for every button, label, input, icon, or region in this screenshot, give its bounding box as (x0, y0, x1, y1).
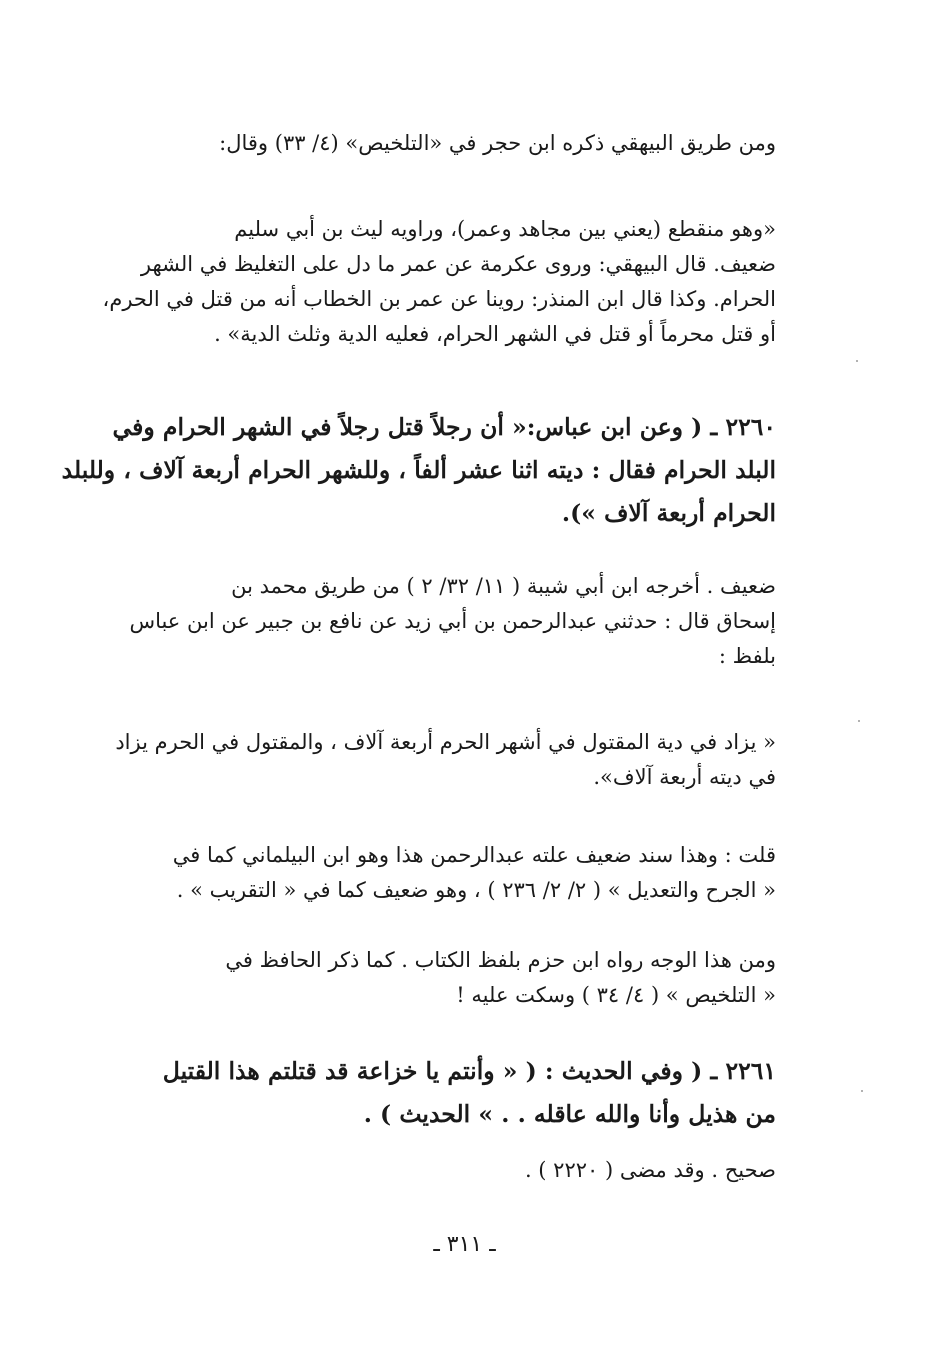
text-line: «وهو منقطع (يعني بين مجاهد وعمر)، وراويه ليث بن أبي سليم (234, 217, 776, 241)
hadith-2260-paragraph (61, 406, 776, 535)
text-line: ومن طريق البيهقي ذكره ابن حجر في «التلخيص» (٤/ ٣٣) وقال: (219, 131, 776, 155)
text-line: ضعيف . أخرجه ابن أبي شيبة ( ١١/ ٣٢/ ٢ ) من طريق محمد بن (231, 574, 776, 598)
text-line: الحرام أربعة آلاف »). (561, 499, 776, 527)
text-line: أو قتل محرماً أو قتل في الشهر الحرام، فعليه الدية وثلث الدية» . (214, 322, 776, 346)
text-line: « يزاد في دية المقتول في أشهر الحرم أربعة آلاف ، والمقتول في الحرم يزاد (115, 730, 776, 754)
text-line: الحرام. وكذا قال ابن المنذر: روينا عن عمر بن الخطاب أنه من قتل في الحرم، (102, 287, 776, 311)
scan-speck (861, 1090, 863, 1092)
author-note-paragraph (140, 838, 776, 908)
ibn-abi-shaybah-quote-paragraph (115, 725, 776, 795)
text-line: بلفظ : (718, 644, 776, 668)
text-line: في ديته أربعة آلاف». (593, 765, 776, 789)
text-line: من هذيل وأنا والله عاقله . . » الحديث ) . (363, 1100, 776, 1128)
scan-speck (856, 360, 858, 362)
text-line: صحيح . وقد مضى ( ٢٢٢٠ ) . (524, 1158, 776, 1182)
text-line: ٢٢٦١ ـ ( وفي الحديث : ( « وأنتم يا خزاعة قد قتلتم هذا القتيل (162, 1057, 776, 1085)
text-line: قلت : وهذا سند ضعيف علته عبدالرحمن هذا وهو ابن البيلماني كما في (172, 843, 776, 867)
text-line: إسحاق قال : حدثني عبدالرحمن بن أبي زيد عن نافع بن جبير عن ابن عباس (129, 609, 776, 633)
page-number: ـ ٣١١ ـ (433, 1232, 496, 1257)
text-line: ومن هذا الوجه رواه ابن حزم بلفظ الكتاب . كما ذكر الحافظ في (225, 948, 776, 972)
text-line: « التلخيص » ( ٤/ ٣٤ ) وسكت عليه ! (456, 983, 776, 1007)
intro-paragraph (140, 126, 776, 161)
hadith-2261-paragraph (140, 1050, 776, 1136)
ibn-hazm-note-paragraph (140, 943, 776, 1013)
hadith-2261-grading-paragraph (300, 1153, 776, 1188)
text-line: « الجرح والتعديل » ( ٢/ ٢/ ٢٣٦ ) ، وهو ضعيف كما في « التقريب » . (176, 878, 776, 902)
hadith-2260-grading-paragraph (129, 569, 776, 674)
bayhaqi-quote-paragraph (102, 212, 776, 352)
text-line: البلد الحرام فقال : ديته اثنا عشر ألفاً ، وللشهر الحرام أربعة آلاف ، وللبلد (61, 456, 776, 484)
text-line: ٢٢٦٠ ـ ( وعن ابن عباس:« أن رجلاً قتل رجلاً في الشهر الحرام وفي (112, 413, 776, 441)
text-line: ضعيف. قال البيهقي: وروى عكرمة عن عمر ما دل على التغليظ في الشهر (140, 252, 776, 276)
scan-speck (858, 720, 860, 722)
